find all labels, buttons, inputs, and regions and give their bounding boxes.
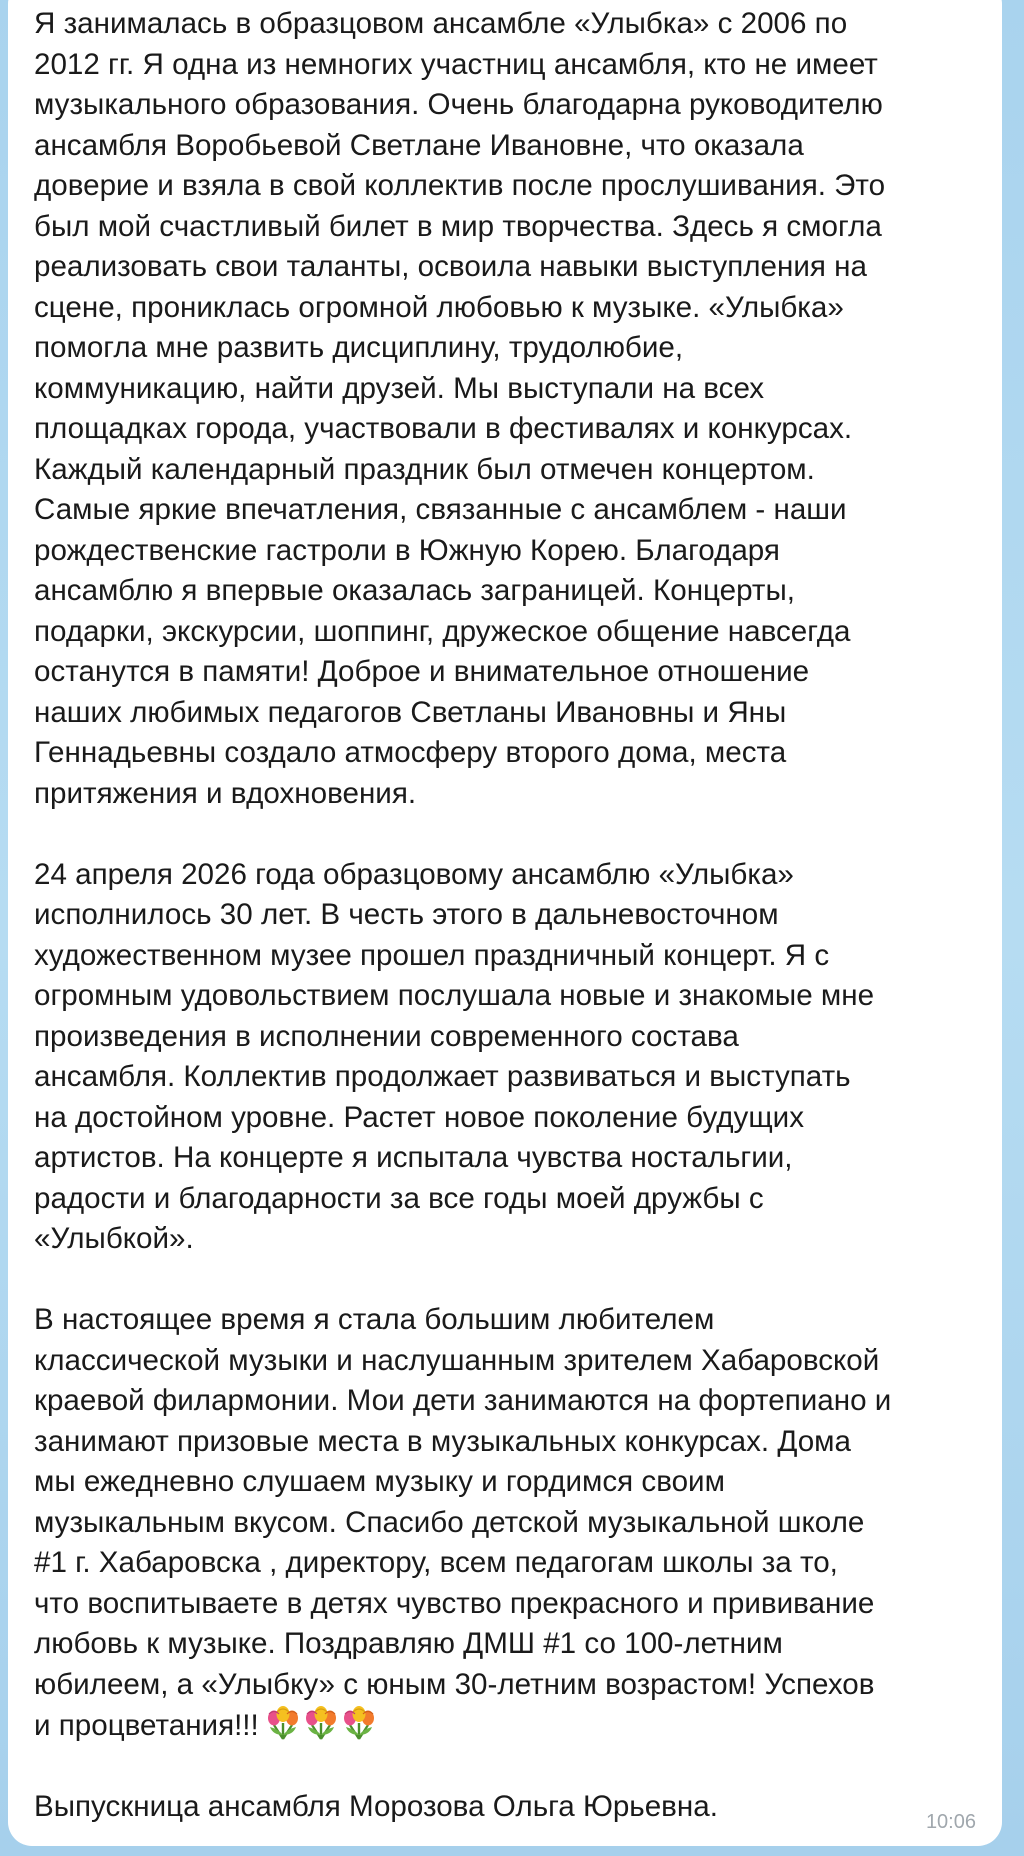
message-line-text: краевой филармонии. Мои дети занимаются на фортепиано и	[34, 1384, 892, 1417]
message-line	[34, 1462, 978, 1503]
message-line	[34, 1341, 978, 1382]
message-line-text: Каждый календарный праздник был отмечен концертом.	[34, 452, 815, 486]
message-line	[34, 652, 978, 693]
message-line	[34, 1584, 978, 1625]
message-line-text: рождественские гастроли в Южную Корею. Благодаря	[34, 533, 780, 567]
tulip-bouquet-icon	[303, 1705, 339, 1741]
message-line-text: исполнилось 30 лет. В честь этого в дальневосточном	[34, 898, 779, 931]
message-line-text: Выпускница ансамбля Морозова Ольга Юрьевна.	[34, 1790, 718, 1823]
message-line	[34, 895, 978, 936]
message-line-text: доверие и взяла в свой коллектив после прослушивания. Это	[34, 169, 886, 202]
message-line-text: юбилеем, а «Улыбку» с юным 30-летним возрастом! Успехов	[34, 1667, 875, 1701]
message-line-text: реализовать свои таланты, освоила навыки выступления на	[34, 250, 867, 283]
message-line-text: подарки, экскурсии, шоппинг, дружеское общение навсегда	[34, 614, 851, 648]
message-line	[34, 369, 978, 410]
message-line-text: площадках города, участвовали в фестивалях и конкурсах.	[34, 412, 853, 445]
message-line-text: «Улыбкой».	[34, 1222, 194, 1255]
message-line	[34, 1624, 978, 1665]
message-line	[34, 936, 978, 977]
message-line-text: занимают призовые места в музыкальных конкурсах. Дома	[34, 1424, 851, 1458]
message-line	[34, 288, 978, 329]
message-timestamp: 10:06	[925, 1811, 976, 1833]
message-line	[34, 490, 978, 531]
message-line-text: #1 г. Хабаровска , директору, всем педагогам школы за то,	[34, 1546, 838, 1579]
message-line-text: Геннадьевны создало атмосферу второго дома, места	[34, 736, 787, 769]
message-line-text: 2012 гг. Я одна из немногих участниц ансамбля, кто не имеет	[34, 47, 878, 81]
message-line-text: мы ежедневно слушаем музыку и гордимся своим	[34, 1465, 725, 1498]
message-line-text: коммуникацию, найти друзей. Мы выступали на всех	[34, 371, 765, 405]
message-line-text: огромным удовольствием послушала новые и знакомые мне	[34, 979, 875, 1012]
emoji-row	[265, 1705, 377, 1741]
message-line-text: ансамбля Воробьевой Светлане Ивановне, что оказала	[34, 128, 804, 162]
message-line	[34, 1381, 978, 1422]
message-line	[34, 1017, 978, 1058]
message-line-text: останутся в памяти! Доброе и внимательное отношение	[34, 655, 810, 688]
message-bubble[interactable]	[8, 0, 1002, 1846]
message-line	[34, 612, 978, 653]
message-line-text: классической музыки и наслушанным зрителем Хабаровской	[34, 1343, 880, 1377]
message-line	[34, 1300, 978, 1341]
message-line-text: ансамблю я впервые оказалась заграницей. Концерты,	[34, 574, 795, 607]
message-line	[34, 1422, 978, 1463]
tulip-bouquet-icon	[341, 1705, 377, 1741]
message-line-text: ансамбля. Коллектив продолжает развиваться и выступать	[34, 1060, 851, 1093]
message-line	[34, 733, 978, 774]
message-line-text: что воспитываете в детях чувство прекрасного и прививание	[34, 1586, 875, 1620]
message-line-text: Самые яркие впечатления, связанные с ансамблем - наши	[34, 493, 847, 526]
message-line	[34, 1665, 978, 1706]
message-line-text: художественном музее прошел праздничный концерт. Я с	[34, 938, 830, 972]
message-paragraph	[34, 855, 978, 1260]
message-line	[34, 166, 978, 207]
message-line	[34, 85, 978, 126]
message-line-text: артистов. На концерте я испытала чувства ностальгии,	[34, 1141, 793, 1174]
message-line-text: Я занималась в образцовом ансамбле «Улыбка» с 2006 по	[34, 7, 848, 40]
message-line	[34, 126, 978, 167]
message-line	[34, 1787, 978, 1828]
message-line	[34, 1057, 978, 1098]
message-line-text: произведения в исполнении современного состава	[34, 1019, 739, 1053]
message-line	[34, 409, 978, 450]
message-line	[34, 1503, 978, 1544]
message-line	[34, 693, 978, 734]
message-line-text: музыкального образования. Очень благодарна руководителю	[34, 88, 883, 121]
message-line	[34, 855, 978, 896]
message-line	[34, 45, 978, 86]
message-line-text: наших любимых педагогов Светланы Ивановны и Яны	[34, 695, 787, 729]
message-line	[34, 1179, 978, 1220]
message-paragraph	[34, 1300, 978, 1747]
message-line-text: В настоящее время я стала большим любителем	[34, 1303, 715, 1336]
message-line	[34, 4, 978, 45]
message-line-text: 24 апреля 2026 года образцовому ансамблю «Улыбка»	[34, 857, 794, 891]
message-line-text: музыкальным вкусом. Спасибо детской музыкальной школе	[34, 1505, 865, 1539]
message-line-text: радости и благодарности за все годы моей дружбы с	[34, 1181, 764, 1215]
message-line	[34, 1705, 978, 1747]
message-line	[34, 1098, 978, 1139]
message-line	[34, 207, 978, 248]
message-line-text: помогла мне развить дисциплину, трудолюбие,	[34, 331, 684, 364]
message-paragraph	[34, 1787, 978, 1828]
message-line	[34, 531, 978, 572]
message-line-text: сцене, прониклась огромной любовью к музыке. «Улыбка»	[34, 290, 844, 324]
message-paragraph	[34, 4, 978, 814]
message-line-text: любовь к музыке. Поздравляю ДМШ #1 со 100-летним	[34, 1627, 783, 1660]
message-line	[34, 450, 978, 491]
tulip-bouquet-icon	[265, 1705, 301, 1741]
message-line-text: притяжения и вдохновения.	[34, 776, 417, 810]
message-line-text: и процветания!!!	[34, 1709, 259, 1742]
message-text	[34, 4, 978, 1828]
message-line-text: на достойном уровне. Растет новое поколение будущих	[34, 1100, 804, 1134]
message-line	[34, 1543, 978, 1584]
message-line-text: был мой счастливый билет в мир творчества. Здесь я смогла	[34, 209, 882, 243]
message-line	[34, 976, 978, 1017]
message-line	[34, 571, 978, 612]
message-line	[34, 774, 978, 815]
message-line	[34, 247, 978, 288]
message-line	[34, 1138, 978, 1179]
message-line	[34, 1219, 978, 1260]
message-line	[34, 328, 978, 369]
